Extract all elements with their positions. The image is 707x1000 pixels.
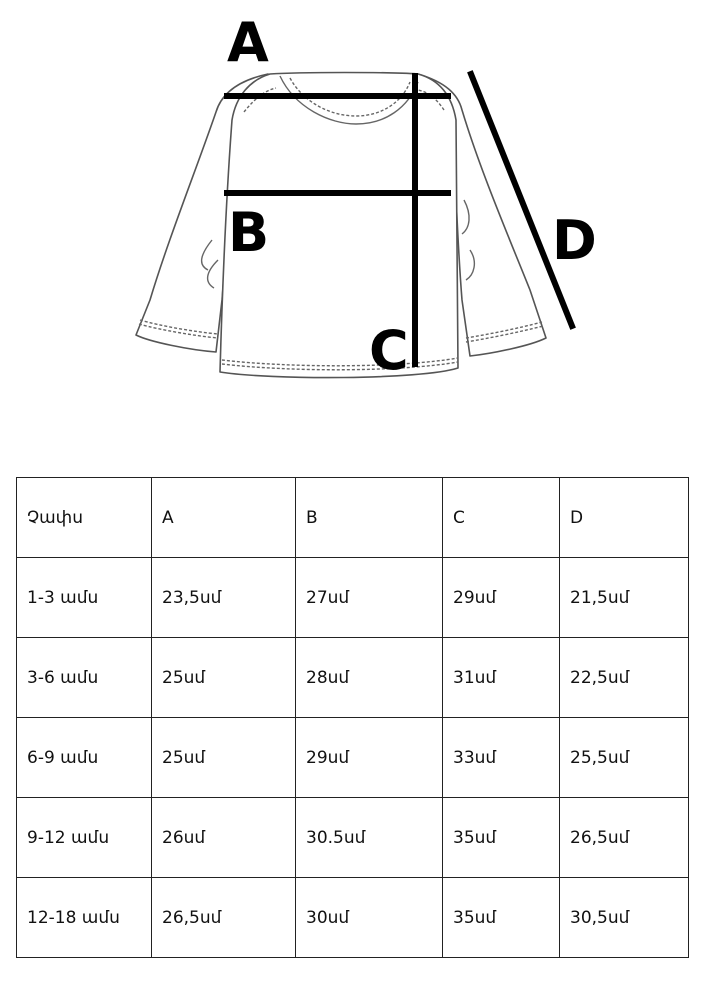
table-row — [17, 718, 689, 798]
value-cell-a: 23,5սմ — [152, 558, 296, 638]
value-cell-a: 25սմ — [152, 718, 296, 798]
measure-label-d: D — [552, 209, 597, 272]
value-cell-c: 33սմ — [443, 718, 560, 798]
header-cell-size: Չափս — [17, 478, 152, 558]
table-header-row — [17, 478, 689, 558]
table-row — [17, 878, 689, 958]
value-cell-c: 31սմ — [443, 638, 560, 718]
value-cell-c: 35սմ — [443, 798, 560, 878]
value-cell-b: 29սմ — [296, 718, 443, 798]
value-cell-d: 21,5սմ — [560, 558, 689, 638]
measure-label-b: B — [228, 201, 270, 264]
measure-label-c: C — [369, 319, 409, 382]
value-cell-a: 26,5սմ — [152, 878, 296, 958]
value-cell-d: 30,5սմ — [560, 878, 689, 958]
size-cell: 3-6 ամս — [17, 638, 152, 718]
shirt-illustration — [0, 0, 707, 420]
header-cell-a: A — [152, 478, 296, 558]
measure-label-a: A — [227, 11, 269, 74]
header-cell-b: B — [296, 478, 443, 558]
size-chart-table — [16, 477, 689, 958]
table-row — [17, 638, 689, 718]
header-cell-d: D — [560, 478, 689, 558]
size-cell: 12-18 ամս — [17, 878, 152, 958]
size-cell: 9-12 ամս — [17, 798, 152, 878]
table-row — [17, 558, 689, 638]
value-cell-b: 30.5սմ — [296, 798, 443, 878]
table-row — [17, 798, 689, 878]
size-cell: 1-3 ամս — [17, 558, 152, 638]
value-cell-b: 27սմ — [296, 558, 443, 638]
value-cell-b: 28սմ — [296, 638, 443, 718]
value-cell-d: 22,5սմ — [560, 638, 689, 718]
value-cell-d: 25,5սմ — [560, 718, 689, 798]
value-cell-c: 29սմ — [443, 558, 560, 638]
size-cell: 6-9 ամս — [17, 718, 152, 798]
value-cell-a: 26սմ — [152, 798, 296, 878]
value-cell-a: 25սմ — [152, 638, 296, 718]
value-cell-d: 26,5սմ — [560, 798, 689, 878]
value-cell-c: 35սմ — [443, 878, 560, 958]
value-cell-b: 30սմ — [296, 878, 443, 958]
header-cell-c: C — [443, 478, 560, 558]
